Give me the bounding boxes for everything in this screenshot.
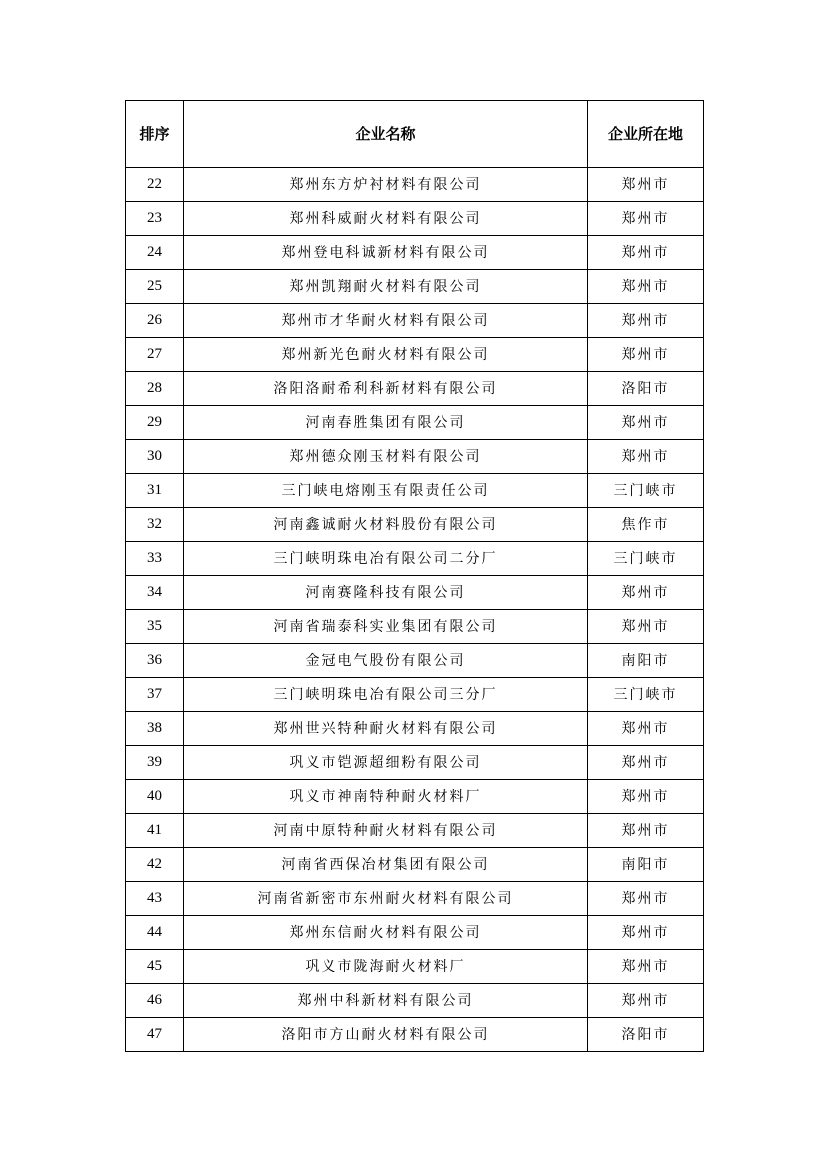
table-row <box>126 1018 704 1052</box>
table-row <box>126 814 704 848</box>
location-cell: 郑州市 <box>588 440 704 474</box>
table-row <box>126 916 704 950</box>
location-cell: 洛阳市 <box>588 1018 704 1052</box>
header-location: 企业所在地 <box>588 101 704 168</box>
table-row <box>126 338 704 372</box>
location-cell: 郑州市 <box>588 950 704 984</box>
rank-cell: 33 <box>126 542 184 576</box>
company-name-cell: 郑州登电科诚新材料有限公司 <box>184 236 588 270</box>
rank-cell: 42 <box>126 848 184 882</box>
location-cell: 南阳市 <box>588 644 704 678</box>
table-row <box>126 168 704 202</box>
company-name-cell: 洛阳市方山耐火材料有限公司 <box>184 1018 588 1052</box>
company-name-cell: 三门峡明珠电冶有限公司二分厂 <box>184 542 588 576</box>
table-row <box>126 236 704 270</box>
company-name-cell: 郑州东信耐火材料有限公司 <box>184 916 588 950</box>
company-name-cell: 河南赛隆科技有限公司 <box>184 576 588 610</box>
rank-cell: 29 <box>126 406 184 440</box>
rank-cell: 37 <box>126 678 184 712</box>
rank-cell: 28 <box>126 372 184 406</box>
company-name-cell: 巩义市铠源超细粉有限公司 <box>184 746 588 780</box>
location-cell: 三门峡市 <box>588 542 704 576</box>
location-cell: 郑州市 <box>588 780 704 814</box>
table-row <box>126 712 704 746</box>
company-name-cell: 郑州凯翔耐火材料有限公司 <box>184 270 588 304</box>
location-cell: 郑州市 <box>588 814 704 848</box>
location-cell: 三门峡市 <box>588 474 704 508</box>
table-row <box>126 508 704 542</box>
rank-cell: 31 <box>126 474 184 508</box>
rank-cell: 30 <box>126 440 184 474</box>
company-name-cell: 郑州世兴特种耐火材料有限公司 <box>184 712 588 746</box>
table-row <box>126 848 704 882</box>
company-name-cell: 河南春胜集团有限公司 <box>184 406 588 440</box>
rank-cell: 27 <box>126 338 184 372</box>
table-row <box>126 984 704 1018</box>
table-row <box>126 304 704 338</box>
rank-cell: 25 <box>126 270 184 304</box>
location-cell: 焦作市 <box>588 508 704 542</box>
rank-cell: 24 <box>126 236 184 270</box>
table-row <box>126 780 704 814</box>
location-cell: 郑州市 <box>588 406 704 440</box>
company-name-cell: 郑州东方炉衬材料有限公司 <box>184 168 588 202</box>
location-cell: 洛阳市 <box>588 372 704 406</box>
table-row <box>126 440 704 474</box>
company-name-cell: 郑州市才华耐火材料有限公司 <box>184 304 588 338</box>
rank-cell: 47 <box>126 1018 184 1052</box>
company-name-cell: 郑州新光色耐火材料有限公司 <box>184 338 588 372</box>
company-name-cell: 河南鑫诚耐火材料股份有限公司 <box>184 508 588 542</box>
rank-cell: 22 <box>126 168 184 202</box>
table-row <box>126 678 704 712</box>
location-cell: 郑州市 <box>588 304 704 338</box>
table-row <box>126 406 704 440</box>
location-cell: 郑州市 <box>588 916 704 950</box>
rank-cell: 26 <box>126 304 184 338</box>
location-cell: 郑州市 <box>588 168 704 202</box>
table-row <box>126 746 704 780</box>
location-cell: 郑州市 <box>588 236 704 270</box>
table-header-row <box>126 101 704 168</box>
table-row <box>126 474 704 508</box>
table-row <box>126 644 704 678</box>
location-cell: 郑州市 <box>588 576 704 610</box>
company-name-cell: 三门峡明珠电冶有限公司三分厂 <box>184 678 588 712</box>
table-row <box>126 270 704 304</box>
company-name-cell: 金冠电气股份有限公司 <box>184 644 588 678</box>
rank-cell: 34 <box>126 576 184 610</box>
table-row <box>126 950 704 984</box>
rank-cell: 44 <box>126 916 184 950</box>
rank-cell: 43 <box>126 882 184 916</box>
table-row <box>126 882 704 916</box>
header-rank: 排序 <box>126 101 184 168</box>
company-name-cell: 河南省瑞泰科实业集团有限公司 <box>184 610 588 644</box>
table-row <box>126 372 704 406</box>
rank-cell: 23 <box>126 202 184 236</box>
table-row <box>126 202 704 236</box>
company-name-cell: 河南中原特种耐火材料有限公司 <box>184 814 588 848</box>
header-company-name: 企业名称 <box>184 101 588 168</box>
location-cell: 三门峡市 <box>588 678 704 712</box>
rank-cell: 36 <box>126 644 184 678</box>
rank-cell: 46 <box>126 984 184 1018</box>
table-row <box>126 610 704 644</box>
location-cell: 郑州市 <box>588 338 704 372</box>
company-name-cell: 河南省新密市东州耐火材料有限公司 <box>184 882 588 916</box>
location-cell: 郑州市 <box>588 984 704 1018</box>
location-cell: 郑州市 <box>588 746 704 780</box>
location-cell: 郑州市 <box>588 202 704 236</box>
company-name-cell: 巩义市陇海耐火材料厂 <box>184 950 588 984</box>
table-row <box>126 542 704 576</box>
company-name-cell: 郑州科威耐火材料有限公司 <box>184 202 588 236</box>
location-cell: 郑州市 <box>588 712 704 746</box>
rank-cell: 35 <box>126 610 184 644</box>
location-cell: 南阳市 <box>588 848 704 882</box>
rank-cell: 39 <box>126 746 184 780</box>
company-name-cell: 郑州中科新材料有限公司 <box>184 984 588 1018</box>
rank-cell: 32 <box>126 508 184 542</box>
company-name-cell: 河南省西保冶材集团有限公司 <box>184 848 588 882</box>
enterprise-table <box>125 100 704 1052</box>
rank-cell: 45 <box>126 950 184 984</box>
company-name-cell: 郑州德众刚玉材料有限公司 <box>184 440 588 474</box>
location-cell: 郑州市 <box>588 270 704 304</box>
location-cell: 郑州市 <box>588 882 704 916</box>
company-name-cell: 三门峡电熔刚玉有限责任公司 <box>184 474 588 508</box>
rank-cell: 41 <box>126 814 184 848</box>
rank-cell: 38 <box>126 712 184 746</box>
company-name-cell: 洛阳洛耐希利科新材料有限公司 <box>184 372 588 406</box>
company-name-cell: 巩义市神南特种耐火材料厂 <box>184 780 588 814</box>
rank-cell: 40 <box>126 780 184 814</box>
location-cell: 郑州市 <box>588 610 704 644</box>
table-row <box>126 576 704 610</box>
